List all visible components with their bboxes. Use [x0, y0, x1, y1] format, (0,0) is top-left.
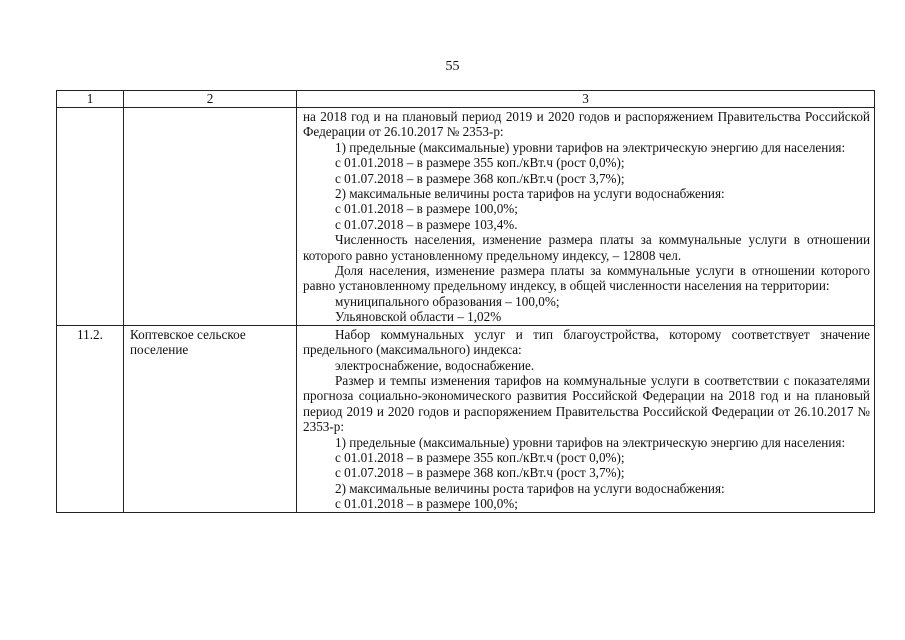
paragraph: Доля населения, изменение размера платы за коммунальные услуги в отношении которого равно установленному предельному индексу, в общей численности населения на территории:: [303, 263, 870, 294]
table-row: [57, 108, 875, 326]
paragraph: Размер и темпы изменения тарифов на коммунальные услуги в соответствии с показателями прогноза социально-экономического развития Российской Федерации на 2018 год и на плановый период 2019 и 2020 годов и распоряжением Правительства Российской Федерации от 26.10.2017 № 2353-р:: [303, 372, 870, 435]
table-body: [57, 108, 875, 513]
paragraph: Численность населения, изменение размера платы за коммунальные услуги в отношении которого равно установленному предельному индексу, – 12808 чел.: [303, 232, 870, 263]
settlement-name-cell: Коптевское сельское поселение: [124, 325, 297, 512]
paragraph: с 01.01.2018 – в размере 355 коп./кВт.ч (рост 0,0%);: [335, 449, 625, 465]
column-header-2: 2: [124, 91, 297, 108]
paragraph: с 01.07.2018 – в размере 103,4%.: [335, 216, 518, 232]
paragraph: на 2018 год и на плановый период 2019 и 2020 годов и распоряжением Правительства Российской Федерации от 26.10.2017 № 2353-р:: [303, 109, 870, 140]
column-header-3: 3: [297, 91, 875, 108]
paragraph: с 01.07.2018 – в размере 368 коп./кВт.ч (рост 3,7%);: [335, 170, 625, 186]
settlement-name-cell: [124, 108, 297, 326]
paragraph: с 01.01.2018 – в размере 100,0%;: [335, 201, 518, 217]
paragraph: с 01.01.2018 – в размере 100,0%;: [335, 496, 518, 512]
row-number-cell: 11.2.: [57, 325, 124, 512]
paragraph: 1) предельные (максимальные) уровни тарифов на электрическую энергию для населения:: [335, 434, 846, 450]
paragraph: 2) максимальные величины роста тарифов на услуги водоснабжения:: [335, 186, 725, 202]
description-cell: [297, 108, 875, 326]
paragraph: с 01.01.2018 – в размере 355 коп./кВт.ч (рост 0,0%);: [335, 155, 625, 171]
description-cell: [297, 325, 875, 512]
column-header-1: 1: [57, 91, 124, 108]
paragraph: Набор коммунальных услуг и тип благоустройства, которому соответствует значение предельного (максимального) индекса:: [303, 326, 870, 358]
paragraph: муниципального образования – 100,0%;: [335, 293, 560, 309]
paragraph: 1) предельные (максимальные) уровни тарифов на электрическую энергию для населения:: [335, 139, 846, 155]
table-header-row: [57, 91, 875, 108]
paragraph: электроснабжение, водоснабжение.: [335, 357, 535, 373]
paragraph: 2) максимальные величины роста тарифов на услуги водоснабжения:: [335, 480, 725, 496]
paragraph: Ульяновской области – 1,02%: [335, 309, 502, 325]
table-row: [57, 325, 875, 512]
row-number-cell: [57, 108, 124, 326]
page-number: 55: [445, 59, 460, 74]
paragraph: с 01.07.2018 – в размере 368 коп./кВт.ч (рост 3,7%);: [335, 465, 625, 481]
tariff-table: [56, 90, 875, 513]
